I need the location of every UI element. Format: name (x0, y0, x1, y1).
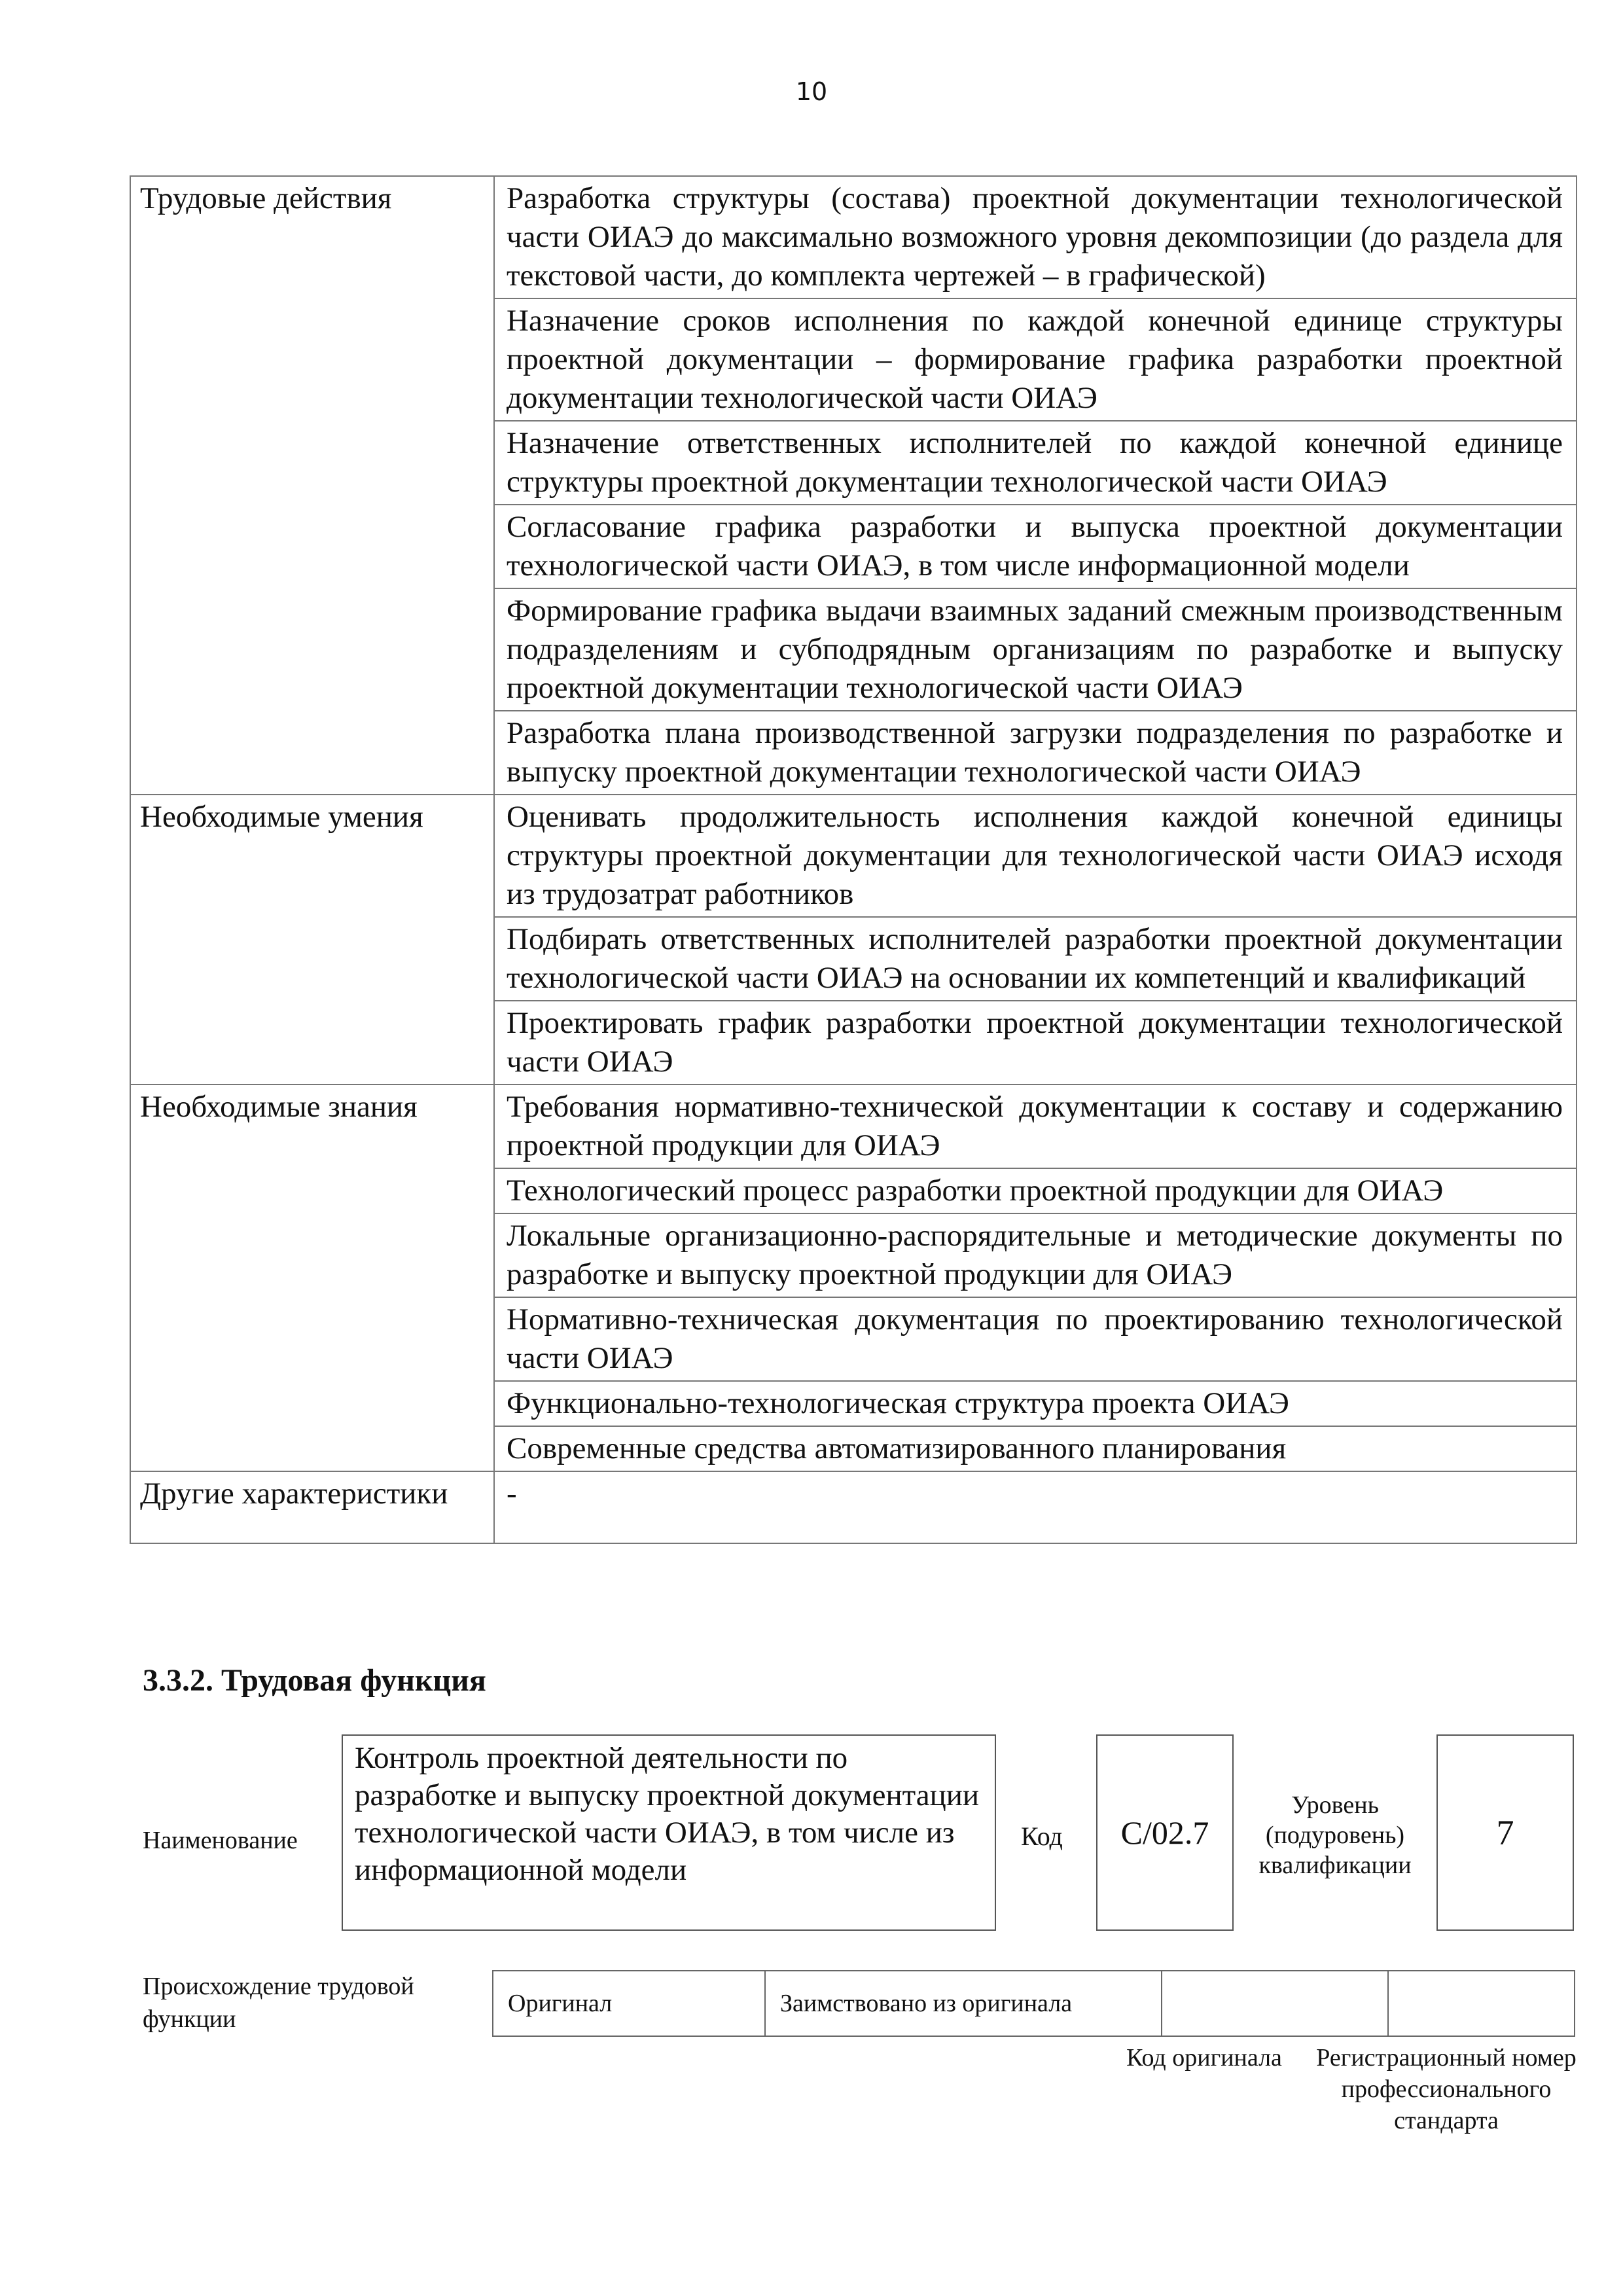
labor-action-item: Разработка плана производственной загрузки подразделения по разработке и выпуску проектной документации технологической части ОИАЭ (494, 711, 1577, 795)
labor-action-item: Назначение ответственных исполнителей по каждой конечной единице структуры проектной документации технологической части ОИАЭ (494, 421, 1577, 505)
origin-reg-caption: Регистрационный номер профессионального стандарта (1316, 2044, 1577, 2134)
origin-reg-number-cell (1388, 1971, 1575, 2036)
code-value: С/02.7 (1120, 1814, 1209, 1851)
row-label-labor-actions: Трудовые действия (130, 176, 494, 795)
origin-table (492, 1970, 1575, 2037)
function-name-box: Контроль проектной деятельности по разработке и выпуску проектной документации технологической части ОИАЭ, в том числе из информационной модели (342, 1734, 996, 1931)
table-row (130, 795, 1577, 917)
table-row (493, 1971, 1575, 2036)
qualification-level-value: 7 (1496, 1813, 1514, 1852)
labor-action-item: Разработка структуры (состава) проектной документации технологической части ОИАЭ до максимально возможного уровня декомпозиции (до раздела для текстовой части, до комплекта чертежей – в графической) (494, 176, 1577, 298)
origin-original-cell: Оригинал (493, 1971, 765, 2036)
section-heading: 3.3.2. Трудовая функция (143, 1663, 486, 1698)
qualification-level-box (1436, 1734, 1574, 1931)
origin-borrowed-cell: Заимствовано из оригинала (765, 1971, 1162, 2036)
skill-item: Оценивать продолжительность исполнения каждой конечной единицы структуры проектной документации для технологической части ОИАЭ исходя из трудозатрат работников (494, 795, 1577, 917)
table-row (130, 1085, 1577, 1168)
origin-code-cell (1162, 1971, 1388, 2036)
knowledge-item: Технологический процесс разработки проектной продукции для ОИАЭ (494, 1168, 1577, 1213)
labor-action-item: Формирование графика выдачи взаимных заданий смежным производственным подразделениям и субподрядным организациям по разработке и выпуску проектной документации технологической части ОИАЭ (494, 588, 1577, 711)
knowledge-item: Функционально-технологическая структура проекта ОИАЭ (494, 1381, 1577, 1426)
knowledge-item: Локальные организационно-распорядительные и методические документы по разработке и выпуску проектной продукции для ОИАЭ (494, 1213, 1577, 1297)
row-label-required-knowledge: Необходимые знания (130, 1085, 494, 1471)
row-label-required-skills: Необходимые умения (130, 795, 494, 1085)
knowledge-item: Современные средства автоматизированного планирования (494, 1426, 1577, 1471)
code-label: Код (1021, 1821, 1063, 1851)
origin-code-caption: Код оригинала (1126, 2044, 1282, 2072)
origin-label: Происхождение трудовой функции (143, 1973, 414, 2033)
other-characteristics-value: - (494, 1471, 1577, 1543)
page-number: 10 (795, 77, 828, 106)
labor-action-item: Согласование графика разработки и выпуска проектной документации технологической части ОИАЭ, в том числе информационной модели (494, 505, 1577, 588)
table-row (130, 176, 1577, 298)
skill-item: Проектировать график разработки проектной документации технологической части ОИАЭ (494, 1001, 1577, 1085)
knowledge-item: Нормативно-техническая документация по проектированию технологической части ОИАЭ (494, 1297, 1577, 1381)
knowledge-item: Требования нормативно-технической документации к составу и содержанию проектной продукции для ОИАЭ (494, 1085, 1577, 1168)
name-label: Наименование (143, 1827, 298, 1854)
skill-item: Подбирать ответственных исполнителей разработки проектной документации технологической части ОИАЭ на основании их компетенций и квалификаций (494, 917, 1577, 1001)
competency-table (130, 175, 1577, 1544)
row-label-other-characteristics: Другие характеристики (130, 1471, 494, 1543)
labor-action-item: Назначение сроков исполнения по каждой конечной единице структуры проектной документации – формирование графика разработки проектной документации технологической части ОИАЭ (494, 298, 1577, 421)
table-row (130, 1471, 1577, 1543)
code-box (1096, 1734, 1234, 1931)
qualification-level-label: Уровень (подуровень) квалификации (1258, 1791, 1412, 1879)
